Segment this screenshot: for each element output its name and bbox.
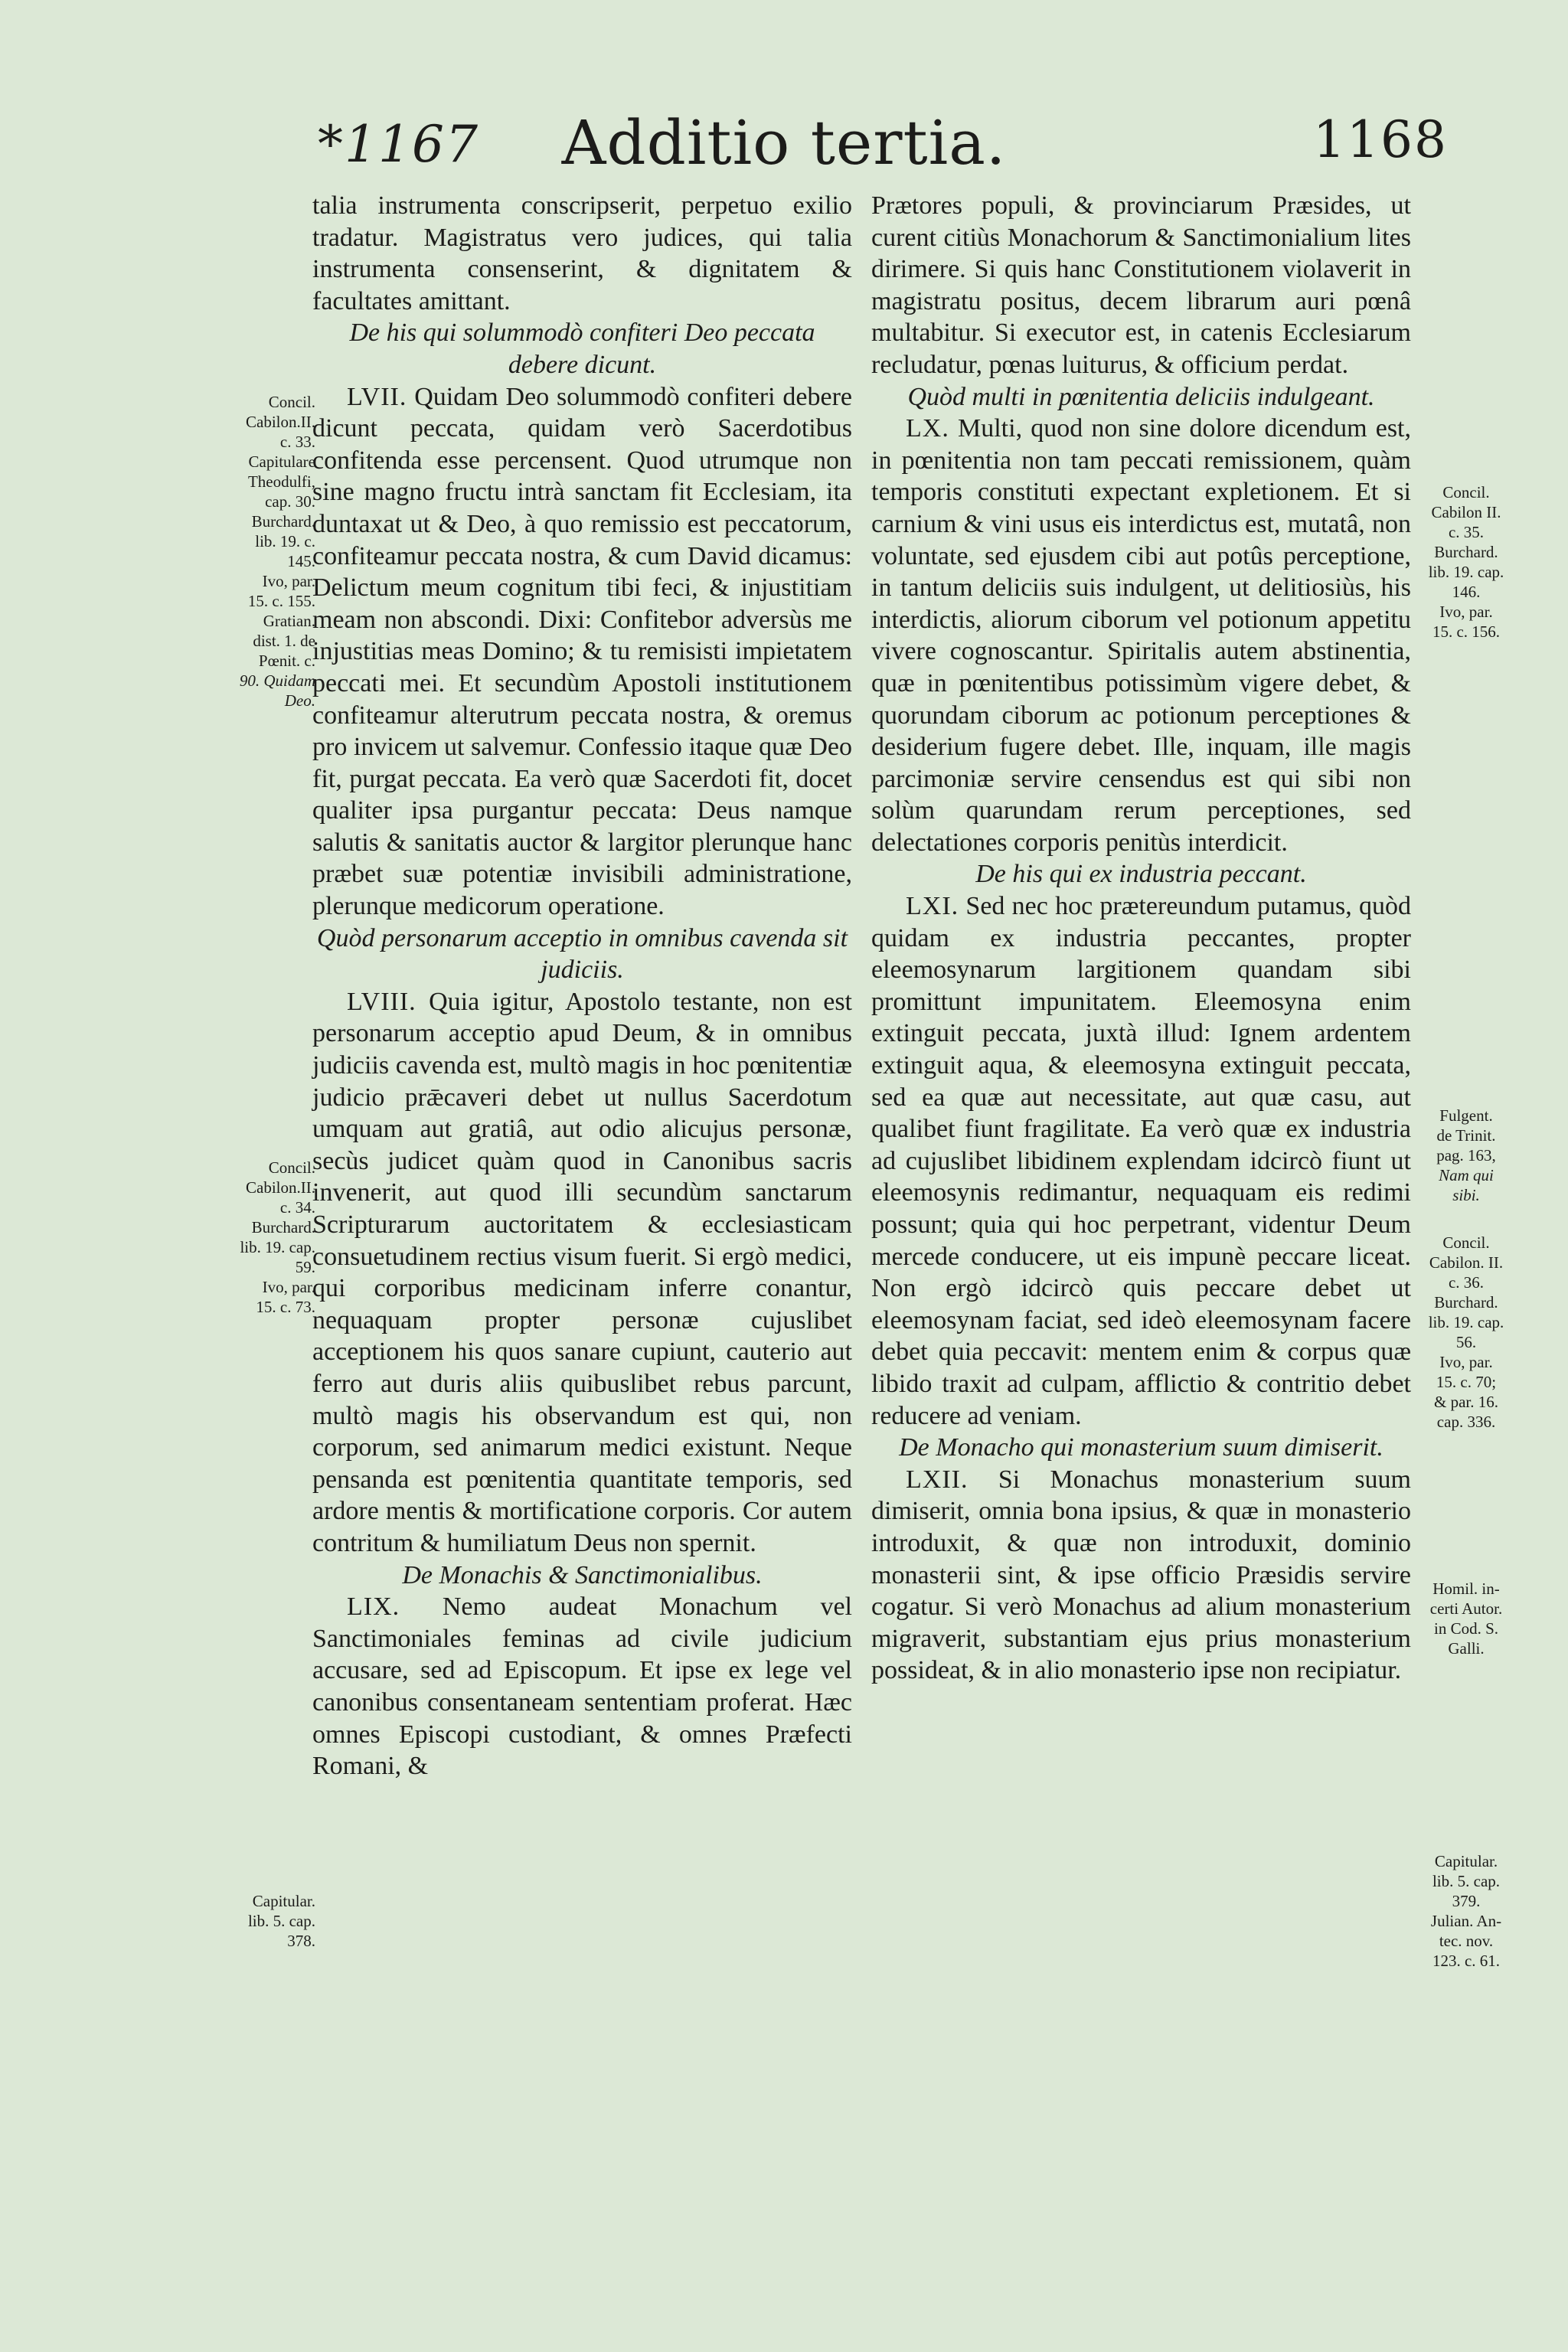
chapter-58-number: LVIII. [347, 987, 416, 1016]
chapter-heading-57: De his qui solummodò confiteri Deo peccata debere dicunt. [349, 318, 815, 379]
chapter-60-paragraph [871, 413, 1411, 858]
margin-note-61-concil: Concil. Cabilon. II. c. 36. Burchard. lib. 19. cap. 56. Ivo, par. 15. c. 70; & par. 16. cap. 336. [1428, 1233, 1504, 1431]
margin-note-61-fulgent: Fulgent. de Trinit. pag. 163, Nam qui sibi. [1436, 1106, 1496, 1204]
chapter-62-text: Si Monachus monasterium suum dimiserit, omnia bona ipsius, & quæ in monasterio introduxit, & quæ non introduxit, dominio monasterii sint, & ipse officio Præsidis servire cogatur. Si verò Monachus ad alium monasterium migraverit, substantiam ejus prius monasterium possideat, & in alio monasterio ipse non recipiatur. [871, 1465, 1412, 1685]
chapter-60-number: LX. [906, 414, 949, 443]
chapter-62-paragraph [871, 1464, 1411, 1687]
left-text-column [312, 190, 852, 1782]
margin-note-57: Concil. Cabilon.II. c. 33. Capitulare Theodulfi, cap. 30. Burchard. lib. 19. c. 145. Ivo, par. 15. c. 155. Gratian. dist. 1. de Pœnit. c. 90. Quidam Deo. [239, 393, 315, 710]
chapter-heading-58: Quòd personarum acceptio in omnibus cavenda sit judiciis. [316, 923, 848, 985]
margin-note-61-homil: Homil. in- certi Autor. in Cod. S. Galli. [1429, 1579, 1503, 1658]
chapter-heading-61: De his qui ex industria peccant. [975, 860, 1307, 889]
chapter-57-paragraph [312, 381, 852, 923]
chapter-61-number: LXI. [906, 892, 959, 921]
chapter-heading-59: De Monachis & Sanctimonialibus. [402, 1560, 763, 1589]
chapter-58-paragraph [312, 986, 852, 1560]
margin-note-60: Concil. Cabilon II. c. 35. Burchard. lib. 19. cap. 146. Ivo, par. 15. c. 156. [1428, 483, 1504, 641]
chapter-61-paragraph [871, 890, 1411, 1432]
chapter-heading-60: Quòd multi in pœnitentia deliciis indulgeant. [907, 382, 1375, 411]
continued-paragraph: talia instrumenta conscripserit, perpetuo exilio tradatur. Magistratus vero judices, qui talia instrumenta consenserint, & dignitatem & facultates amittant. [312, 191, 852, 315]
chapter-62-number: LXII. [906, 1465, 969, 1494]
page-header [0, 107, 1568, 191]
chapter-57-text: Quidam Deo solummodò confiteri debere dicunt peccata, quidam verò Sacerdotibus confitenda esse percensent. Quod utrumque non sine magno fructu intrà sanctam fit Ecclesiam, ita duntaxat ut & Deo, à quo remissio est peccatorum, confiteamur peccata nostra, & cum David dicamus: Delictum meum cognitum tibi feci, & injustitiam meam non abscondi. Dixi: Confitebor adversùs me injustitias meas Domino; & tu remisisti impietatem peccati mei. Et secundùm Apostoli institutionem confiteamur alterutrum peccata nostra, & oremus pro invicem ut salvemur. Confessio itaque quæ Deo fit, purgat peccata. Ea verò quæ Sacerdoti fit, docet qualiter ipsa purgantur peccata: Deus namque salutis & sanitatis auctor & largitor plerunque hanc præbet suæ potentiæ invisibili administratione, plerunque medicorum operatione. [312, 382, 852, 921]
chapter-59-paragraph [312, 1591, 852, 1782]
right-text-column [871, 190, 1411, 1687]
continued-paragraph: Prætores populi, & provinciarum Præsides, ut curent citiùs Monachorum & Sanctimonialium lites dirimere. Si quis hanc Constitutionem violaverit in magistratu positus, decem librarum auri pœnâ multabitur. Si executor est, in catenis Ecclesiarum recludatur, pœnas luiturus, & officium perdat. [871, 191, 1411, 379]
chapter-59-text: Nemo audeat Monachum vel Sanctimoniales feminas ad civile judicium accusare, sed ad Episcopum. Et ipse ex lege vel canonibus consentaneam sententiam proferat. Hæc omnes Episcopi custodiant, & omnes Præfecti Romani, & [312, 1592, 852, 1781]
margin-note-58: Concil. Cabilon.II. c. 34. Burchard. lib. 19. cap. 59. Ivo, par. 15. c. 73. [240, 1158, 315, 1316]
chapter-58-text: Quia igitur, Apostolo testante, non est personarum acceptio apud Deum, & in omnibus judiciis cavenda est, multò magis in hoc pœnitentiæ judicio prǣcaveri debet ut nullus Sacerdotum umquam aut gratiâ, aut odio alicujus personæ, secùs judicet quàm quod in Canonibus sacris invenerit, aut quod illi secundùm sanctarum Scripturarum auctoritatem & ecclesiasticam consuetudinem rectius visum fuerit. Si ergò medici, qui corporibus medicinam inferre conantur, nequaquam propter personæ cujuslibet acceptionem his quos sanare cupiunt, cauterio aut ferro aut duris aliis quibuslibet rebus parcunt, multò magis his observandum est qui, non corporum, sed animarum medici existunt. Neque pensanda est pœnitentia quantitate temporis, sed ardore mentis & mortificatione corporis. Cor autem contritum & humiliatum Deus non spernit. [312, 987, 852, 1557]
page-number-left: *1167 [318, 115, 479, 174]
chapter-57-number: LVII. [347, 382, 407, 411]
chapter-60-text: Multi, quod non sine dolore dicendum est, in pœnitentia non tam peccati remissionem, quàm temporis constituti expectant expletionem. Et si carnium & vini usus eis interdictus est, mutatâ, non voluntate, sed ejusdem cibi aut potûs perceptione, in tantum deliciis suis indulgent, ut delitiosiùs, his interdictis, aliorum ciborum vel potionum appetitu vivere cognoscantur. Spiritalis autem abstinentia, quæ in pœnitentibus potissimùm vigere debet, & quorundam ciborum ac potionum perceptiones & desiderium fugere debet. Ille, inquam, ille magis parcimoniæ servire censendus est qui sibi non solùm quarundam rerum perceptiones, sed delectationes corporis penitùs interdicit. [871, 414, 1412, 857]
chapter-heading-62: De Monacho qui monasterium suum dimiserit. [899, 1433, 1383, 1462]
page-number-right: 1168 [1313, 110, 1448, 169]
running-title: Additio tertia. [561, 107, 1007, 178]
chapter-61-text: Sed nec hoc prætereundum putamus, quòd quidam ex industria peccantes, propter eleemosynarum largitionem quandam sibi promittunt impunitatem. Eleemosyna enim extinguit peccata, juxtà illud: Ignem ardentem extinguit aqua, & eleemosyna extinguit peccata, sed ea quæ aut necessitate, aut quæ casu, aut qualibet fiunt fragilitate. Ea verò quæ ex industria ad cujuslibet libidinem explendam idcircò fiunt ut eleemosynis redimantur, nequaquam eis redimi possunt; quia qui hoc perpetrant, videntur Deum mercede conducere, ut eis impunè peccare liceat. Non ergò idcircò quis peccare debet ut eleemosynam faciat, sed ideò eleemosynam facere debet quia peccavit: mentem enim & corpus quæ libido traxit ad culpam, afflictio & contritio debet reducere ad veniam. [871, 892, 1412, 1430]
margin-note-59: Capitular. lib. 5. cap. 378. [247, 1892, 315, 1950]
chapter-59-number: LIX. [347, 1592, 400, 1622]
margin-note-62: Capitular. lib. 5. cap. 379. Julian. An- tec. nov. 123. c. 61. [1430, 1852, 1502, 1970]
